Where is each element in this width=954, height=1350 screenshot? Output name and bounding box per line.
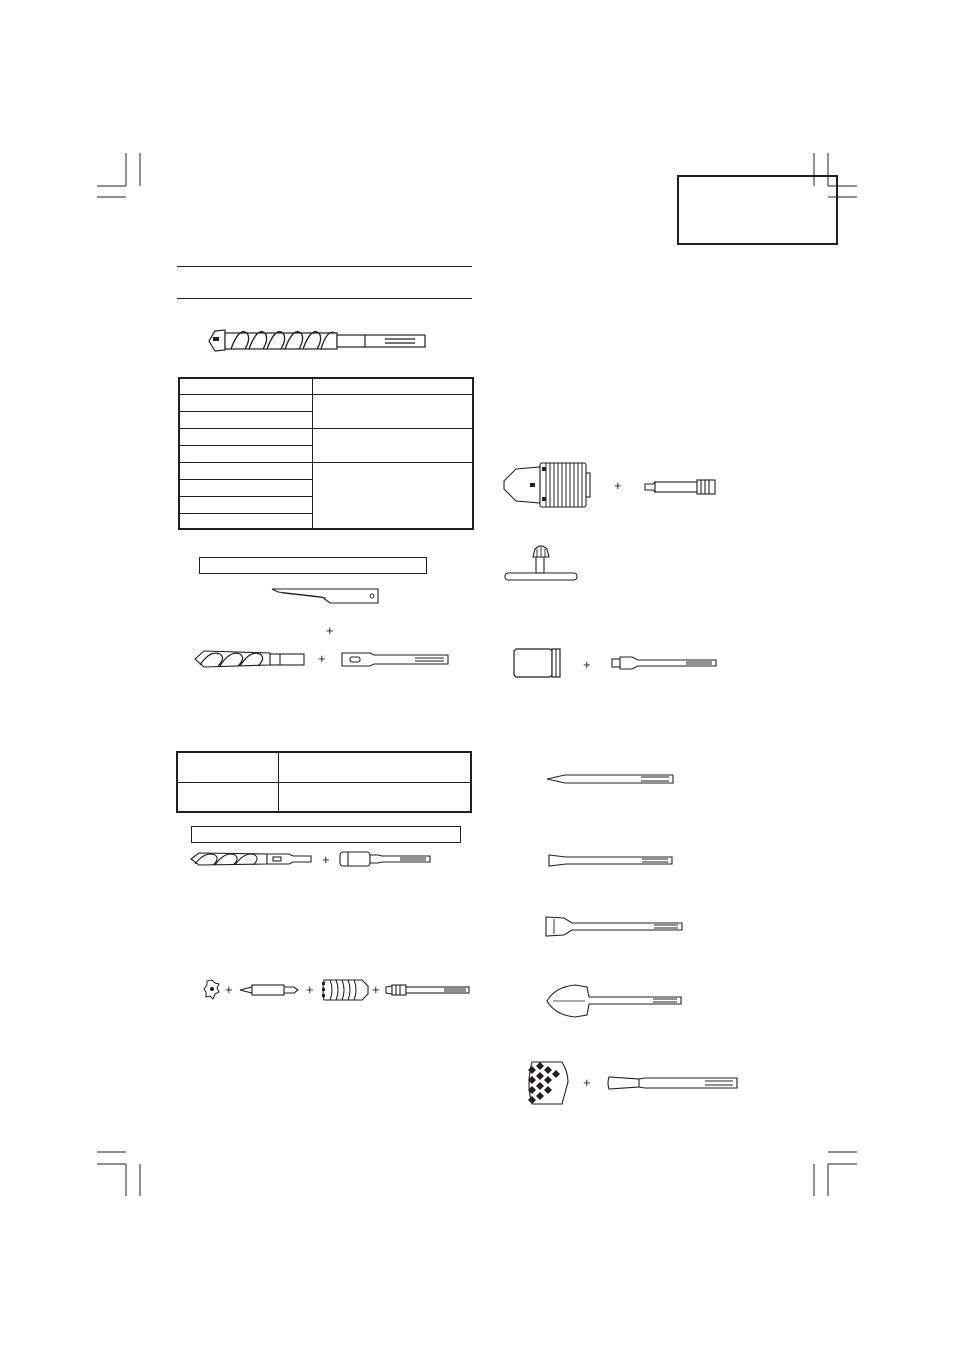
- chuck-adapter-icon: [643, 477, 718, 497]
- plus-sign: +: [372, 982, 380, 997]
- scaling-chisel-icon: [544, 914, 686, 940]
- caption-box-2: [191, 826, 461, 843]
- plus-sign: +: [614, 478, 622, 493]
- cold-chisel-icon: [546, 852, 676, 868]
- drill-bit-icon: [205, 325, 430, 355]
- taper-drill-bit-icon: [192, 648, 307, 670]
- drill-chuck-icon: [500, 459, 592, 511]
- caption-box-1: [199, 557, 427, 574]
- plus-sign: +: [326, 623, 334, 638]
- cone-drill-bit-icon: [189, 850, 314, 868]
- plus-sign: +: [225, 982, 233, 997]
- bushing-tool-icon: [522, 1058, 572, 1108]
- center-pin-holder-icon: [238, 981, 300, 999]
- plus-sign: +: [583, 657, 591, 672]
- core-shank-icon: [384, 982, 472, 998]
- chuck-key-icon: [503, 543, 581, 587]
- plus-sign: +: [583, 1075, 591, 1090]
- plus-sign: +: [318, 651, 326, 666]
- header-box: [677, 175, 838, 245]
- section-rule-top: [177, 266, 472, 267]
- core-bit-icon: [320, 974, 372, 1006]
- spec-table-2: [176, 751, 472, 813]
- socket-icon: [512, 646, 564, 680]
- bushing-shank-icon: [605, 1071, 741, 1095]
- section-rule-bottom: [177, 298, 472, 299]
- clay-spade-icon: [545, 983, 685, 1019]
- bull-point-icon: [545, 772, 677, 786]
- plus-sign: +: [306, 982, 314, 997]
- socket-adapter-icon: [610, 653, 720, 673]
- cone-adapter-icon: [338, 849, 433, 869]
- spec-table-1: [178, 377, 474, 530]
- center-pin-icon: [203, 978, 221, 1002]
- taper-shank-adapter-icon: [340, 650, 450, 668]
- plus-sign: +: [322, 852, 330, 867]
- jig-blade-icon: [270, 586, 382, 606]
